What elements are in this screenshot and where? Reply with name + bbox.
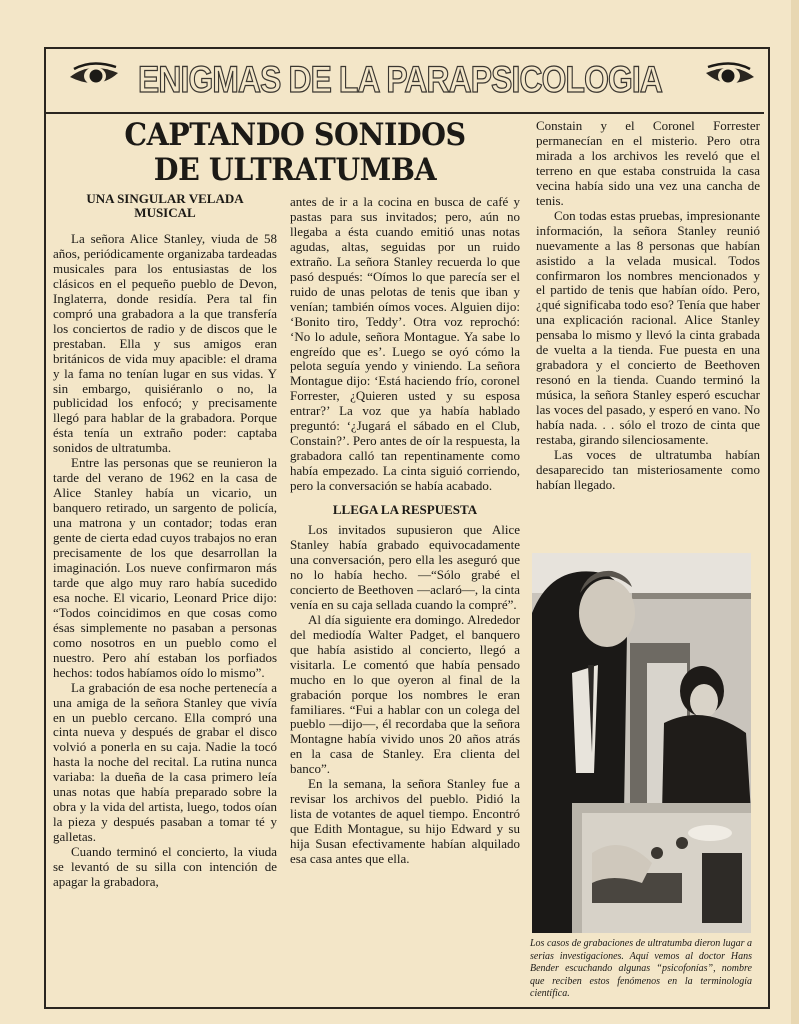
- article-title-line-1: CAPTANDO SONIDOS: [124, 117, 466, 153]
- page-edge: [791, 0, 799, 1024]
- paragraph: antes de ir a la cocina en busca de café y pastas para sus invitados; pero, aún no llegaba a ésta cuando emitió unas notas agudas, altas, seguidas por un ruido extraño. La señora Stanley recuerda lo que pasó después: “Oímos lo que parecía ser el ruido de unas pelotas de tenis que iban y venían; también oímos voces. Alguien dijo: ‘Bonito tiro, Teddy’. Otra voz reprochó: ‘No lo adule, señora Montague. Ya sabe lo engreído que es’. Luego se oyó cómo la pelota seguía yendo y viniendo. La señora Montague dijo: ‘Está haciendo frío, coronel Forrester, ¿Quieren usted y su esposa entrar?’ La voz que ya había hablado preguntó: ‘¿Jugará el sábado en el Club, Constain?’. Pero antes de oír la respuesta, la grabadora calló tan repentinamente como había empezado. La cinta siguió corriendo, pero la conversación se había acabado.: [290, 194, 520, 494]
- paragraph: Al día siguiente era domingo. Alrededor del mediodía Walter Padget, el banquero que había asistido al concierto, llegó a visitarla. Le comentó que había pensado mucho en lo que oyeron al final de la grabación porque los nombres le eran familiares. “Fui a hablar con un colega del pueblo —dijo—, él recordaba que la señora Montagne había vivido unos 20 años atrás en la casa de Stanley. Era clienta del banco”.: [290, 611, 520, 777]
- column-3: [536, 119, 760, 493]
- column-2: [290, 195, 520, 867]
- paragraph: Las voces de ultratumba habían desaparecido tan misteriosamente como habían llegado.: [536, 446, 760, 492]
- paragraph: Constain y el Coronel Forrester permanecían en el misterio. Pero otra mirada a los archivos les reveló que el terreno en que estaba construida la casa vecina había sido una vez una cancha de tenis.: [536, 118, 760, 208]
- paragraph: Cuando terminó el concierto, la viuda se levantó de su silla con intención de apagar la grabadora,: [53, 844, 277, 889]
- photo-caption: Los casos de grabaciones de ultratumba dieron lugar a serias investigaciones. Aquí vemos al doctor Hans Bender escuchando algunas “psicofonías”, nombre que reciben estos fenómenos en la terminología científica.: [530, 938, 752, 999]
- series-title: ENIGMAS DE LA PARAPSICOLOGIA: [138, 59, 662, 100]
- article-title: [121, 118, 469, 188]
- paragraph: En la semana, la señora Stanley fue a revisar los archivos del pueblo. Pidió la lista de votantes de aquel tiempo. Encontró que Edith Montague, su hijo Edward y su hija Susan efectivamente habían alquilado esa casa antes que ella.: [290, 776, 520, 867]
- eye-icon-left: [68, 61, 120, 93]
- eye-icon-right: [704, 61, 756, 93]
- paragraph: La señora Alice Stanley, viuda de 58 años, periódicamente organizaba tardeadas musicales para los entusiastas de los clásicos en el pequeño pueblo de Devon, Inglaterra, donde residía. Pera tal fin compró una grabadora a la que transfería los conciertos de radio y de discos que le prestaban. Ella y sus amigos eran británicos de vida muy apacible: el drama y la fama no tenían lugar en sus vidas. Y sin embargo, quisiéranlo o no, la publicidad los enfocó; y precisamente llegó para hablar de la grabadora. Porque ésta tenía un extraño poder: captaba sonidos de ultratumba.: [53, 231, 277, 456]
- article-title-line-2: DE ULTRATUMBA: [153, 152, 437, 188]
- column-1: [53, 192, 277, 890]
- section-heading-velada: UNA SINGULAR VELADA MUSICAL: [86, 191, 244, 220]
- paragraph: La grabación de esa noche pertenecía a una amiga de la señora Stanley que vivía en un pueblo cercano. Ella compró una cinta nueva y después de grabar el disco volvió a ponerla en su caja. Nadie la tocó hasta la noche del recital. La rutina nunca variaba: la dueña de la casa primero leía unas notas que había preparado sobre la obra y la vida del artista, luego, todos oían la pieza y después pasaban a tomar té y galletas.: [53, 679, 277, 845]
- article-photo: [532, 553, 751, 933]
- paragraph: Entre las personas que se reunieron la tarde del verano de 1962 en la casa de Alice Stanley había un vicario, un banquero retirado, un sargento de policía, una matrona y un contador; todas eran gente de cierta edad cuyos trabajos no eran precisamente de los que desarrollan la imaginación. Los nueve confirmaron más tarde que algo muy raro había sucedido esa noche. El vicario, Leonard Price dijo: “Todos coincidimos en que cosas como ésas simplemente no pasaban a personas como nosotros en un pueblo como el nuestro. Pero ahí estaban los porfiados hechos: todos habíamos oído lo mismo”.: [53, 455, 277, 680]
- paragraph: Los invitados supusieron que Alice Stanley había grabado equivocadamente una conversación, pero ella les aseguró que no lo había hecho. —“Sólo grabé el concierto de Beethoven —aclaró—, la cinta venía en su caja sellada cuando la compré”.: [290, 522, 520, 612]
- section-heading-respuesta: LLEGA LA RESPUESTA: [332, 502, 478, 518]
- paragraph: Con todas estas pruebas, impresionante información, la señora Stanley reunió nuevamente a las 8 personas que habían asistido a la velada musical. Todos confirmaron los nombres mencionados y el partido de tenis que habían oído. Pero, ¿qué significaba todo eso? Tenía que haber una explicación racional. Alice Stanley pensaba lo mismo y llevó la cinta grabada de vuelta a la tienda. Fue puesta en una grabadora y el concierto de Beethoven resonó en la tienda. Cuando terminó la música, la señora Stanley esperó escuchar las voces del pasado, y esperó en vano. No había nada. . . sólo el trozo de cinta que restaba, girando silenciosamente.: [536, 207, 760, 448]
